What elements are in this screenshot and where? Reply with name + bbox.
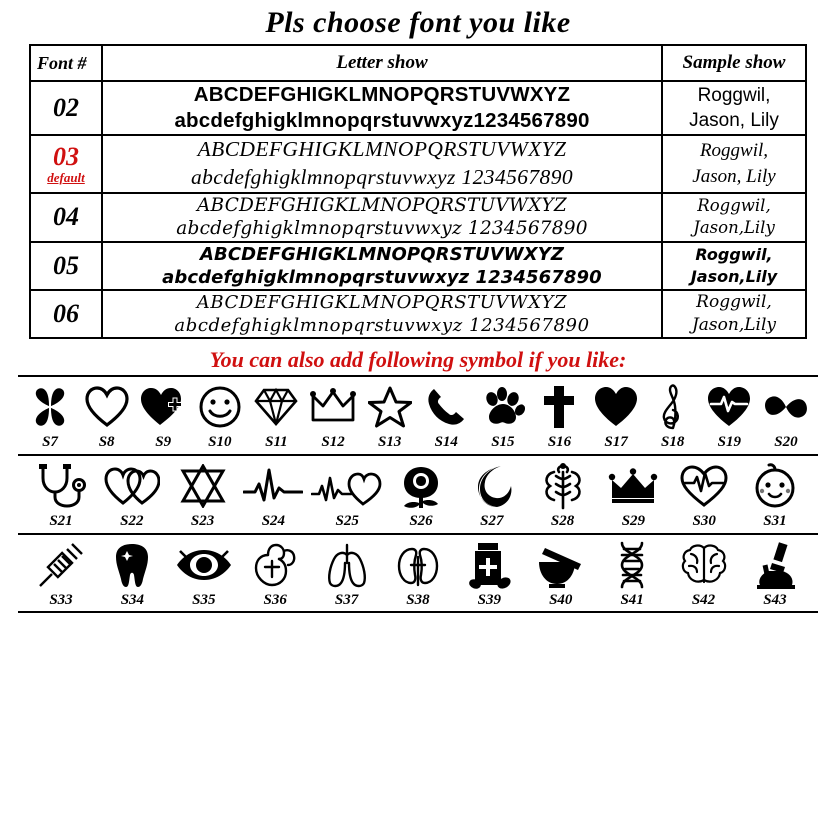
symbol-code: S10 bbox=[208, 433, 232, 450]
symbol-code: S8 bbox=[98, 433, 115, 450]
font-number-cell bbox=[30, 193, 102, 242]
page-title: Pls choose font you like bbox=[265, 6, 571, 39]
symbol-item[interactable] bbox=[170, 460, 236, 530]
symbol-code: S20 bbox=[774, 433, 798, 450]
star-of-david-icon[interactable] bbox=[170, 460, 236, 512]
four-leaf-clover-icon[interactable] bbox=[22, 381, 78, 433]
treble-clef-icon[interactable] bbox=[645, 381, 701, 433]
font-number-cell bbox=[30, 135, 102, 192]
table-body bbox=[30, 81, 806, 338]
symbol-code: S15 bbox=[491, 433, 515, 450]
symbol-code: S12 bbox=[321, 433, 345, 450]
symbol-item[interactable] bbox=[99, 460, 165, 530]
heart-heartbeat-icon[interactable] bbox=[701, 381, 757, 433]
rose-icon[interactable] bbox=[388, 460, 454, 512]
symbol-code: S11 bbox=[265, 433, 288, 450]
heart-cross-icon[interactable] bbox=[135, 381, 191, 433]
symbol-item[interactable] bbox=[192, 381, 248, 451]
symbol-item[interactable] bbox=[311, 460, 383, 530]
symbol-code: S30 bbox=[692, 512, 716, 529]
cross-icon[interactable] bbox=[531, 381, 587, 433]
symbol-code: S28 bbox=[550, 512, 575, 529]
symbol-item[interactable] bbox=[388, 460, 454, 530]
symbol-item[interactable] bbox=[459, 460, 525, 530]
symbol-code: S35 bbox=[192, 591, 216, 608]
symbol-item[interactable] bbox=[305, 381, 361, 451]
letter-show-cell bbox=[102, 242, 662, 290]
symbol-item[interactable] bbox=[671, 460, 737, 530]
symbol-item[interactable] bbox=[242, 539, 308, 609]
font-number: 05 bbox=[53, 250, 79, 280]
heart-pulse-icon[interactable] bbox=[671, 460, 737, 512]
sample-line-1: Roggwil, bbox=[697, 195, 771, 215]
font-number-cell bbox=[30, 290, 102, 338]
symbols-heading: You can also add following symbol if you like: bbox=[209, 346, 627, 372]
sample-line-2: Jason,Lily bbox=[690, 266, 778, 286]
symbol-row-3 bbox=[18, 535, 818, 613]
heart-outline-icon[interactable] bbox=[79, 381, 135, 433]
letter-uppercase: ABCDEFGHIGKLMNOPQRSTUVWXYZ bbox=[196, 291, 568, 313]
column-header-letter-show: Letter show bbox=[102, 45, 662, 81]
table-row[interactable] bbox=[30, 290, 806, 338]
heartbeat-heart-icon[interactable] bbox=[311, 460, 383, 512]
phone-icon[interactable] bbox=[418, 381, 474, 433]
default-badge: default bbox=[47, 169, 85, 185]
letter-lowercase: abcdefghigklmnopqrstuvwxyz1234567890 bbox=[174, 109, 590, 133]
sample-line-2: Jason,Lily bbox=[691, 314, 777, 335]
symbol-code: S26 bbox=[409, 512, 433, 529]
sample-show-cell bbox=[662, 242, 806, 290]
sample-line-1: Roggwil, bbox=[699, 140, 769, 162]
symbol-item[interactable] bbox=[588, 381, 644, 451]
symbol-item[interactable] bbox=[314, 539, 380, 609]
font-number: 02 bbox=[53, 93, 79, 123]
table-row[interactable] bbox=[30, 135, 806, 192]
symbol-code: S25 bbox=[335, 512, 359, 529]
symbol-row-1 bbox=[18, 375, 818, 451]
symbol-item[interactable] bbox=[701, 381, 757, 451]
symbol-item[interactable] bbox=[528, 539, 594, 609]
symbol-item[interactable] bbox=[385, 539, 451, 609]
symbol-code: S23 bbox=[190, 512, 215, 529]
column-header-font-number: Font # bbox=[30, 45, 102, 81]
symbol-code: S19 bbox=[717, 433, 741, 450]
symbol-code: S9 bbox=[155, 433, 172, 450]
symbol-item[interactable] bbox=[671, 539, 737, 609]
dna-icon[interactable] bbox=[599, 539, 665, 591]
letter-uppercase: ABCDEFGHIGKLMNOPQRSTUVWXYZ bbox=[197, 137, 567, 162]
heart-solid-icon[interactable] bbox=[588, 381, 644, 433]
symbol-code: S27 bbox=[480, 512, 504, 529]
kidneys-icon[interactable] bbox=[385, 539, 451, 591]
symbol-item[interactable] bbox=[600, 460, 666, 530]
sample-line-2: Jason, Lily bbox=[692, 165, 776, 187]
microscope-icon[interactable] bbox=[742, 539, 808, 591]
symbol-code: S16 bbox=[547, 433, 572, 450]
brain-icon[interactable] bbox=[671, 539, 737, 591]
letter-lowercase: abcdefghigklmnopqrstuvwxyz 1234567890 bbox=[162, 266, 602, 288]
table-row[interactable] bbox=[30, 242, 806, 290]
symbol-code: S37 bbox=[334, 591, 359, 608]
baby-face-icon[interactable] bbox=[742, 460, 808, 512]
symbol-item[interactable] bbox=[22, 381, 78, 451]
symbol-code: S41 bbox=[620, 591, 644, 608]
symbol-item[interactable] bbox=[135, 381, 191, 451]
caduceus-icon[interactable] bbox=[530, 460, 596, 512]
symbol-item[interactable] bbox=[240, 460, 306, 530]
symbol-item[interactable] bbox=[530, 460, 596, 530]
table-header bbox=[30, 45, 806, 81]
symbol-code: S24 bbox=[261, 512, 286, 529]
tooth-icon[interactable] bbox=[99, 539, 165, 591]
letter-show-cell bbox=[102, 81, 662, 135]
symbol-code: S39 bbox=[477, 591, 502, 608]
letter-lowercase: abcdefghigklmnopqrstuvwxyz 1234567890 bbox=[176, 218, 588, 240]
symbol-code: S31 bbox=[763, 512, 787, 529]
anatomical-heart-icon[interactable] bbox=[242, 539, 308, 591]
syringe-icon[interactable] bbox=[28, 539, 94, 591]
double-heart-icon[interactable] bbox=[99, 460, 165, 512]
symbol-item[interactable] bbox=[28, 460, 94, 530]
font-options-table bbox=[29, 44, 807, 339]
symbol-item[interactable] bbox=[645, 381, 701, 451]
symbol-item[interactable] bbox=[418, 381, 474, 451]
paw-print-icon[interactable] bbox=[475, 381, 531, 433]
symbol-item[interactable] bbox=[531, 381, 587, 451]
sample-line-1: Roggwil, bbox=[695, 245, 773, 265]
symbol-code: S29 bbox=[621, 512, 646, 529]
lungs-icon[interactable] bbox=[314, 539, 380, 591]
letter-lowercase: abcdefghigklmnopqrstuvwxyz 1234567890 bbox=[174, 314, 590, 336]
symbol-code: S42 bbox=[691, 591, 716, 608]
crown-icon[interactable] bbox=[305, 381, 361, 433]
symbol-code: S7 bbox=[42, 433, 58, 450]
sample-line-1: Roggwil, bbox=[697, 84, 771, 106]
table-row[interactable] bbox=[30, 81, 806, 135]
symbol-code: S13 bbox=[377, 433, 402, 450]
symbol-code: S18 bbox=[661, 433, 685, 450]
sample-show-cell bbox=[662, 81, 806, 135]
sample-show-cell bbox=[662, 135, 806, 192]
diamond-icon[interactable] bbox=[248, 381, 304, 433]
font-number: 03 bbox=[53, 141, 79, 171]
symbol-item[interactable] bbox=[362, 381, 418, 451]
symbol-item[interactable] bbox=[99, 539, 165, 609]
eye-icon[interactable] bbox=[171, 539, 237, 591]
font-number: 06 bbox=[53, 298, 79, 328]
infinity-icon[interactable] bbox=[758, 381, 814, 433]
letter-show-cell bbox=[102, 290, 662, 338]
symbol-code: S14 bbox=[434, 433, 458, 450]
letter-uppercase: ABCDEFGHIGKLMNOPQRSTUVWXYZ bbox=[193, 83, 571, 106]
sample-line-2: Jason,Lily bbox=[693, 218, 775, 238]
table-header-row bbox=[30, 45, 806, 81]
letter-uppercase: ABCDEFGHIGKLMNOPQRSTUVWXYZ bbox=[197, 194, 567, 216]
font-number-cell bbox=[30, 81, 102, 135]
symbol-item[interactable] bbox=[742, 460, 808, 530]
symbol-code: S36 bbox=[263, 591, 287, 608]
sample-line-1: Roggwil, bbox=[696, 292, 772, 312]
sample-line-2: Jason, Lily bbox=[689, 110, 779, 132]
ecg-line-icon[interactable] bbox=[240, 460, 306, 512]
mortar-pestle-icon[interactable] bbox=[528, 539, 594, 591]
symbol-code: S34 bbox=[120, 591, 145, 608]
smiley-face-icon[interactable] bbox=[192, 381, 248, 433]
stethoscope-icon[interactable] bbox=[28, 460, 94, 512]
symbol-item[interactable] bbox=[599, 539, 665, 609]
sample-show-cell bbox=[662, 290, 806, 338]
symbol-item[interactable] bbox=[79, 381, 135, 451]
symbol-item[interactable] bbox=[475, 381, 531, 451]
symbol-item[interactable] bbox=[456, 539, 522, 609]
symbol-item[interactable] bbox=[171, 539, 237, 609]
symbol-code: S33 bbox=[49, 591, 73, 608]
symbol-code: S38 bbox=[406, 591, 430, 608]
symbol-code: S43 bbox=[763, 591, 787, 608]
font-number: 04 bbox=[53, 202, 79, 232]
crown-small-icon[interactable] bbox=[600, 460, 666, 512]
symbol-row-2 bbox=[18, 456, 818, 530]
table-row[interactable] bbox=[30, 193, 806, 242]
pill-bottle-icon[interactable] bbox=[456, 539, 522, 591]
column-header-sample-show: Sample show bbox=[662, 45, 806, 81]
symbol-item[interactable] bbox=[742, 539, 808, 609]
symbol-code: S22 bbox=[120, 512, 144, 529]
font-number-cell bbox=[30, 242, 102, 290]
symbol-item[interactable] bbox=[758, 381, 814, 451]
letter-uppercase: ABCDEFGHIGKLMNOPQRSTUVWXYZ bbox=[200, 243, 564, 265]
symbol-code: S40 bbox=[549, 591, 573, 608]
symbol-code: S21 bbox=[49, 512, 73, 529]
star-outline-icon[interactable] bbox=[362, 381, 418, 433]
letter-show-cell bbox=[102, 135, 662, 192]
sample-show-cell bbox=[662, 193, 806, 242]
symbol-code: S17 bbox=[604, 433, 628, 450]
symbol-item[interactable] bbox=[248, 381, 304, 451]
crescent-moon-icon[interactable] bbox=[459, 460, 525, 512]
letter-show-cell bbox=[102, 193, 662, 242]
letter-lowercase: abcdefghigklmnopqrstuvwxyz 1234567890 bbox=[190, 164, 574, 189]
symbol-item[interactable] bbox=[28, 539, 94, 609]
